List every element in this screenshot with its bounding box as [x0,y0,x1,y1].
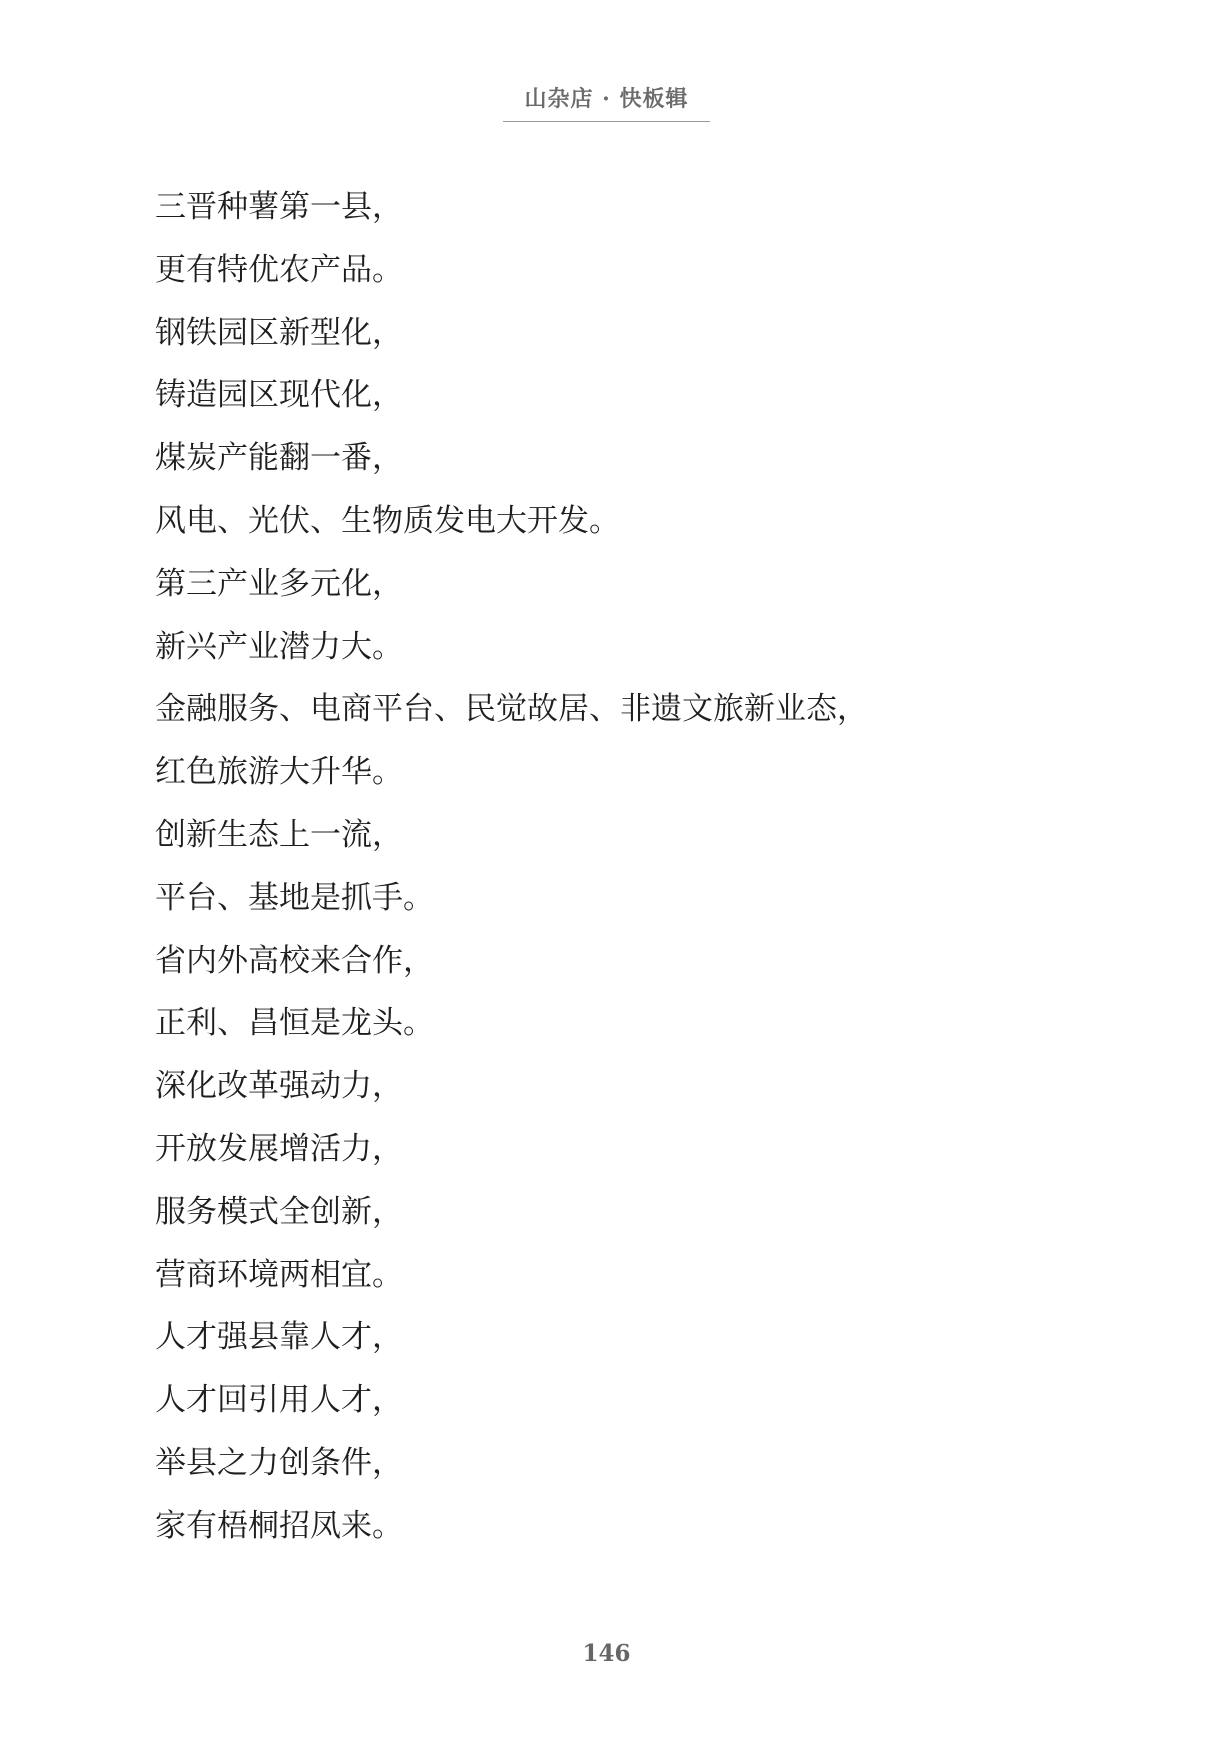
poem-line: 正利、昌恒是龙头。 [155,1005,434,1042]
poem-line: 服务模式全创新， [155,1193,403,1230]
poem-line: 营商环境两相宜。 [155,1256,403,1293]
poem-line: 人才强县靠人才， [155,1319,403,1356]
poem-line: 钢铁园区新型化， [155,314,403,351]
poem-line: 举县之力创条件， [155,1444,403,1481]
poem-line: 开放发展增活力， [155,1130,403,1167]
poem-line: 家有梧桐招凤来。 [155,1507,403,1544]
poem-line: 平台、基地是抓手。 [155,879,434,916]
poem-line: 人才回引用人才， [155,1382,403,1419]
poem-line: 省内外高校来合作， [155,942,434,979]
poem-line: 创新生态上一流， [155,816,403,853]
poem-line: 风电、光伏、生物质发电大开发。 [155,502,620,539]
poem-line: 第三产业多元化， [155,565,403,602]
poem-line: 新兴产业潜力大。 [155,628,403,665]
poem-line: 铸造园区现代化， [155,377,403,414]
poem-line: 更有特优农产品。 [155,251,403,288]
poem-line: 深化改革强动力， [155,1068,403,1105]
poem-line: 煤炭产能翻一番， [155,440,403,477]
poem-line: 三晋种薯第一县， [155,189,403,225]
page-number: 146 [582,1640,631,1667]
poem-body [155,176,1155,1558]
poem-line: 金融服务、电商平台、民觉故居、非遗文旅新业态， [155,691,868,728]
running-header [0,82,1213,122]
poem-line: 红色旅游大升华。 [155,754,403,791]
running-title: 山杂店 · 快板辑 [503,82,711,122]
